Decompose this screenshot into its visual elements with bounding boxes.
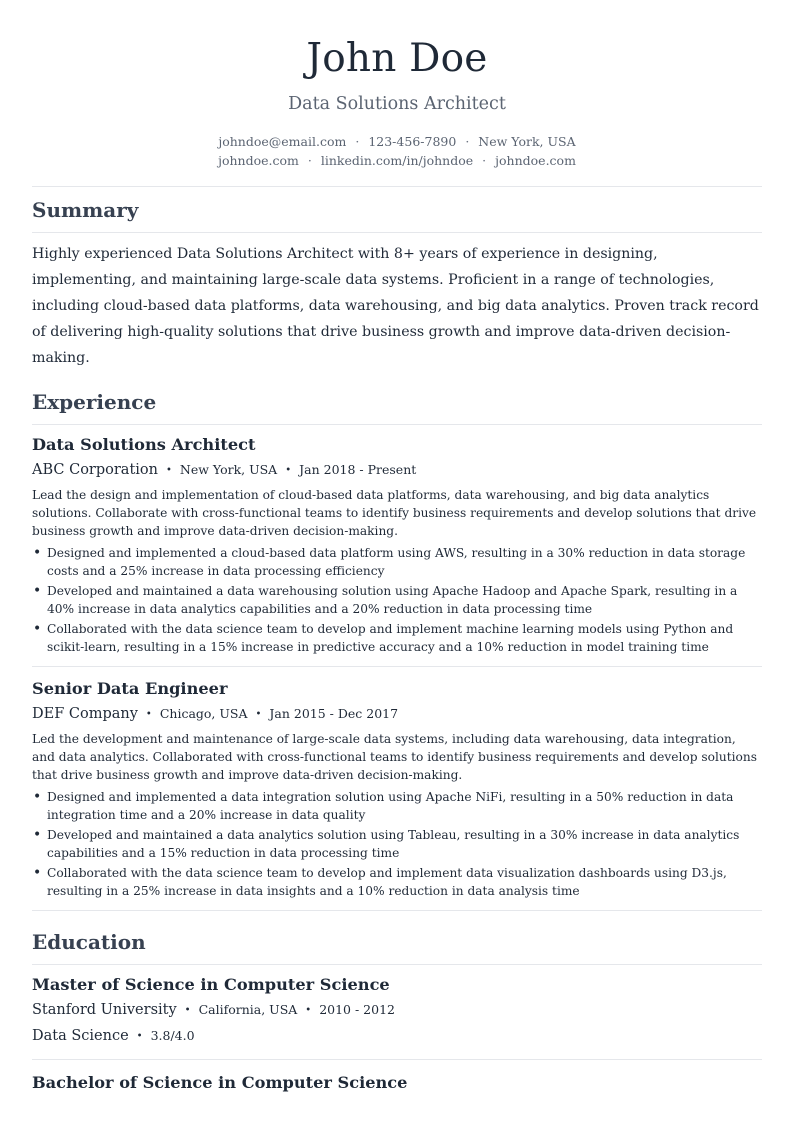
- separator-bullet: •: [145, 709, 152, 720]
- divider: [32, 666, 762, 667]
- job-location: Chicago, USA: [159, 706, 248, 721]
- education-degree: Master of Science in Computer Science: [32, 975, 390, 994]
- job-achievements: [32, 544, 762, 656]
- job-company: DEF Company: [32, 706, 138, 722]
- separator-bullet: •: [305, 1005, 312, 1016]
- separator-bullet: •: [285, 465, 292, 476]
- section-heading-education: Education: [32, 930, 146, 954]
- section-heading-experience: Experience: [32, 390, 157, 414]
- list-item: • Designed and implemented a data integration solution using Apache NiFi, resulting in a 50% reduction in data integration time and a 20% increase in data quality: [32, 788, 762, 824]
- contact-line-1: [32, 132, 762, 151]
- job-company: ABC Corporation: [32, 462, 158, 478]
- list-item: • Designed and implemented a cloud-based data platform using AWS, resulting in a 30% reduction in data storage costs and a 25% increase in data processing efficiency: [32, 544, 762, 580]
- job-location: New York, USA: [179, 462, 278, 477]
- education-field-line: [32, 1026, 762, 1048]
- education-field: Data Science: [32, 1028, 129, 1044]
- separator-bullet: •: [255, 709, 262, 720]
- separator-bullet: •: [136, 1031, 143, 1042]
- education-school: Stanford University: [32, 1002, 177, 1018]
- candidate-name: John Doe: [306, 36, 488, 81]
- job-meta: [32, 704, 762, 726]
- job-entry: [32, 678, 762, 900]
- job-dates: Jan 2018 - Present: [299, 462, 417, 477]
- contact-location: New York, USA: [478, 134, 576, 149]
- education-entry: [32, 974, 762, 1048]
- summary-text: Highly experienced Data Solutions Architect with 8+ years of experience in designing, implementing, and maintaining large-scale data systems. Proficient in a range of technologies, including cloud-based data platforms, data warehousing, and big data analytics. Proven track record of delivering high-quality solutions that drive business growth and improve data-driven decision-making.: [32, 246, 759, 366]
- separator-dot: ·: [482, 153, 487, 168]
- education-degree: Bachelor of Science in Computer Science: [32, 1073, 408, 1092]
- candidate-title: Data Solutions Architect: [288, 94, 506, 114]
- divider: [32, 964, 762, 965]
- divider: [32, 232, 762, 233]
- job-dates: Jan 2015 - Dec 2017: [269, 706, 399, 721]
- divider: [32, 424, 762, 425]
- divider: [32, 186, 762, 187]
- separator-bullet: •: [184, 1005, 191, 1016]
- contact-linkedin[interactable]: linkedin.com/in/johndoe: [320, 153, 474, 168]
- education-meta: [32, 1000, 762, 1022]
- divider: [32, 1059, 762, 1060]
- separator-bullet: •: [165, 465, 172, 476]
- job-description: Lead the design and implementation of cloud-based data platforms, data warehousing, and big data analytics solutions. Collaborate with cross-functional teams to identify business requirements and develop solutions that drive business growth and improve data-driven decision-making.: [32, 488, 757, 538]
- education-location: California, USA: [198, 1002, 298, 1017]
- education-gpa: 3.8/4.0: [150, 1028, 195, 1043]
- separator-dot: ·: [465, 134, 470, 149]
- list-item: • Collaborated with the data science team to develop and implement machine learning models using Python and scikit-learn, resulting in a 15% increase in predictive accuracy and a 10% reduction in model training time: [32, 620, 762, 656]
- job-title: Senior Data Engineer: [32, 679, 228, 698]
- separator-dot: ·: [355, 134, 360, 149]
- job-meta: [32, 460, 762, 482]
- contact-phone[interactable]: 123-456-7890: [368, 134, 457, 149]
- separator-dot: ·: [307, 153, 312, 168]
- contact-email[interactable]: johndoe@email.com: [218, 134, 347, 149]
- job-achievements: [32, 788, 762, 900]
- section-heading-summary: Summary: [32, 198, 139, 222]
- list-item: • Developed and maintained a data analytics solution using Tableau, resulting in a 30% increase in data analytics capabilities and a 15% reduction in data processing time: [32, 826, 762, 862]
- contact-website[interactable]: johndoe.com: [218, 153, 299, 168]
- job-title: Data Solutions Architect: [32, 435, 256, 454]
- list-item: • Developed and maintained a data warehousing solution using Apache Hadoop and Apache Spark, resulting in a 40% increase in data analytics capabilities and a 20% reduction in data processing time: [32, 582, 762, 618]
- education-entry: [32, 1072, 762, 1094]
- contact-portfolio[interactable]: johndoe.com: [495, 153, 576, 168]
- divider: [32, 910, 762, 911]
- job-description: Led the development and maintenance of large-scale data systems, including data warehousing, data integration, and data analytics. Collaborated with cross-functional teams to identify business requirements and develop solutions that drive business growth and improve data-driven decision-making.: [32, 732, 757, 782]
- job-entry: [32, 434, 762, 656]
- list-item: • Collaborated with the data science team to develop and implement data visualization dashboards using D3.js, resulting in a 25% increase in data insights and a 10% reduction in data analysis time: [32, 864, 762, 900]
- education-dates: 2010 - 2012: [319, 1002, 395, 1017]
- contact-line-2: [32, 151, 762, 170]
